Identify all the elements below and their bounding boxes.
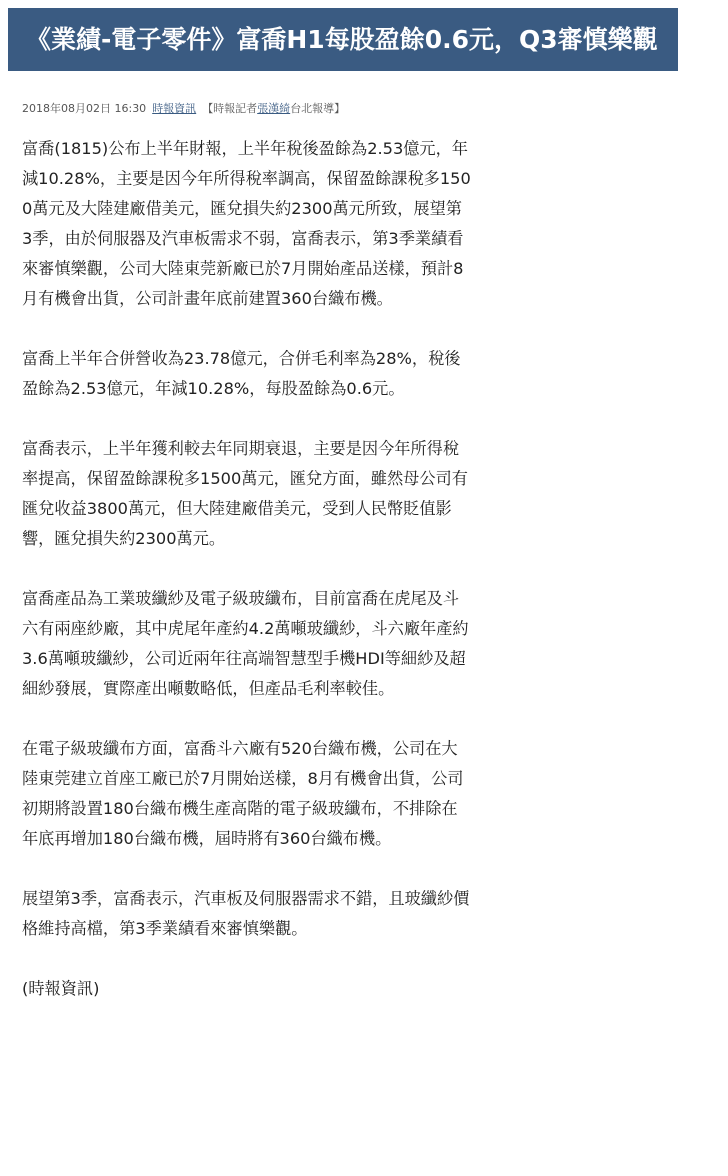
article-paragraph: 展望第3季，富喬表示，汽車板及伺服器需求不錯，且玻纖紗價格維持高檔，第3季業績看來審慎樂觀。 <box>22 889 470 938</box>
reporter-prefix: 【時報記者 <box>202 102 258 115</box>
article-paragraph: 富喬上半年合併營收為23.78億元，合併毛利率為28%，稅後盈餘為2.53億元，年減10.28%，每股盈餘為0.6元。 <box>22 349 461 398</box>
article-paragraph: 富喬(1815)公布上半年財報，上半年稅後盈餘為2.53億元，年減10.28%，主要是因今年所得稅率調高，保留盈餘課稅多1500萬元及大陸建廠借美元，匯兌損失約2300萬元所致，展望第3季，由於伺服器及汽車板需求不弱，富喬表示，第3季業績看來審慎樂觀，公司大陸東莞新廠已於7月開始產品送樣，預計8月有機會出貨，公司計畫年底前建置360台織布機。 <box>22 139 471 308</box>
reporter-link[interactable]: 張漢綺 <box>257 102 291 115</box>
headline-bar <box>8 8 678 71</box>
article-headline: 《業績-電子零件》富喬H1每股盈餘0.6元，Q3審慎樂觀 <box>26 25 658 54</box>
publish-datetime: 2018年08月02日 16:30 <box>22 102 147 115</box>
article-source-credit: (時報資訊) <box>22 979 100 998</box>
source-link[interactable]: 時報資訊 <box>152 102 197 115</box>
reporter-suffix: 台北報導】 <box>290 102 346 115</box>
article-meta <box>22 100 345 116</box>
article-paragraph: 富喬表示，上半年獲利較去年同期衰退，主要是因今年所得稅率提高，保留盈餘課稅多1500萬元，匯兌方面，雖然母公司有匯兌收益3800萬元，但大陸建廠借美元，受到人民幣貶值影響，匯兌損失約2300萬元。 <box>22 439 468 548</box>
article-paragraph: 富喬產品為工業玻纖紗及電子級玻纖布，目前富喬在虎尾及斗六有兩座紗廠，其中虎尾年產約4.2萬噸玻纖紗，斗六廠年產約3.6萬噸玻纖紗，公司近兩年往高端智慧型手機HDI等細紗及超細紗發展，實際產出噸數略低，但產品毛利率較佳。 <box>22 589 469 698</box>
article-body <box>22 134 472 1034</box>
article-paragraph: 在電子級玻纖布方面，富喬斗六廠有520台織布機，公司在大陸東莞建立首座工廠已於7月開始送樣，8月有機會出貨，公司初期將設置180台織布機生產高階的電子級玻纖布，不排除在年底再增加180台織布機，屆時將有360台織布機。 <box>22 739 464 848</box>
